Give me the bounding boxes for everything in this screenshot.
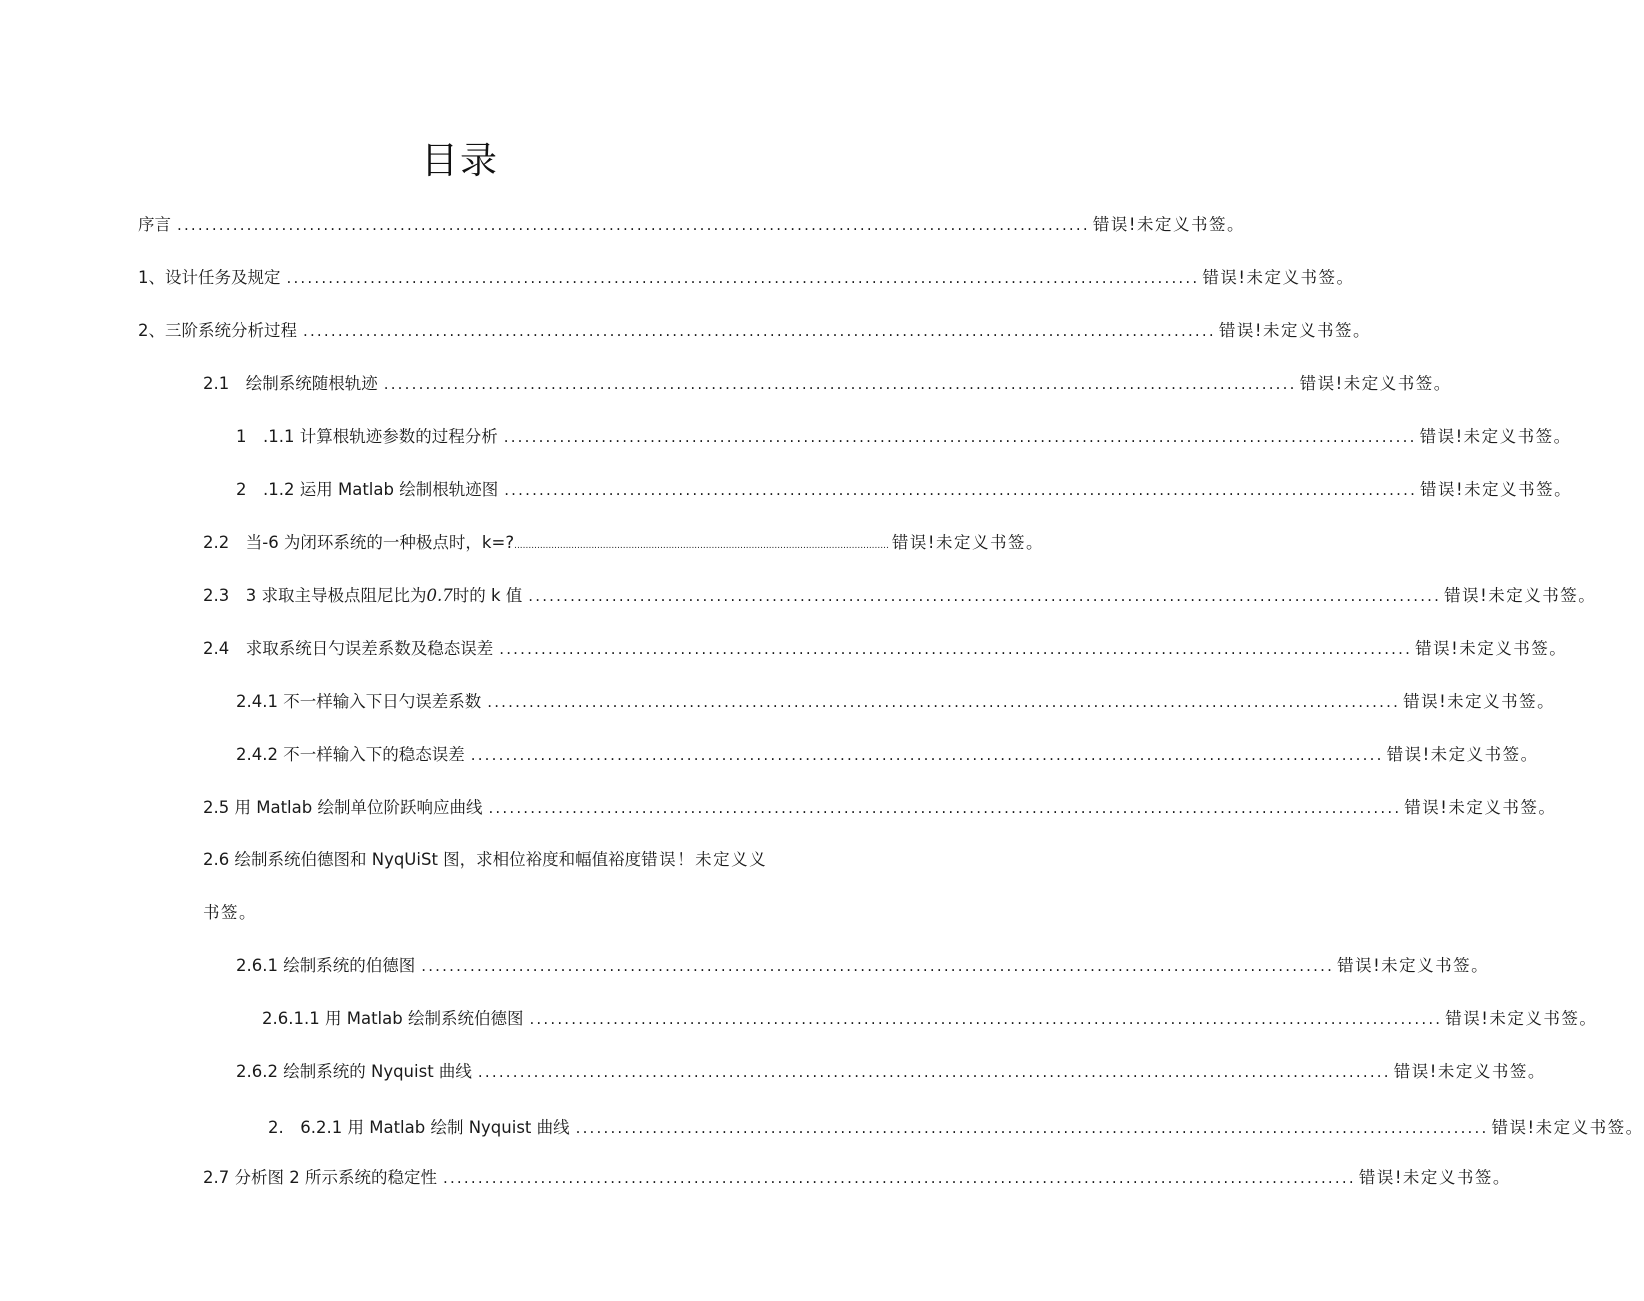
leader-dots: ...................................................................................................................................: [575, 1119, 1489, 1137]
toc-entry-label: 2.2 当-6 为闭环系统的一种极点时，k=?: [203, 533, 515, 552]
toc-entry[interactable]: [138, 210, 1245, 240]
toc-entry[interactable]: [236, 475, 1573, 505]
toc-entry-page-ref: 书签。: [203, 903, 257, 922]
toc-entry-label: 2.6.1 绘制系统的伯德图: [236, 956, 416, 975]
toc-entry[interactable]: [203, 528, 1044, 558]
toc-entry-label: 2.6.2 绘制系统的 Nyquist 曲线: [236, 1062, 472, 1081]
toc-entry-page-ref: 错误!未定义书签。: [1415, 639, 1568, 658]
toc-entry[interactable]: [203, 369, 1452, 399]
toc-entry-page-ref: 错误!未定义书签。: [1092, 215, 1245, 234]
toc-entry-page-ref: 错误!未定义书签。: [1218, 321, 1371, 340]
toc-entry-page-ref: 错误!未定义书签。: [1403, 692, 1556, 711]
toc-entry[interactable]: [138, 263, 1355, 293]
toc-entry-page-ref: 错误!未定义书签。: [1358, 1168, 1511, 1187]
toc-entry-page-ref: 错误!未定义书签。: [1393, 1062, 1546, 1081]
toc-entry-page-ref: 错误!未定义书签。: [1491, 1118, 1644, 1137]
leader-dots: ...................................................................................................................................: [504, 481, 1418, 499]
toc-entry-page-ref: 错误!未定义书签。: [1420, 480, 1573, 499]
toc-entry-label-part: 时的 k 值: [452, 586, 523, 605]
leader-dots: ...................................................................................................................................: [177, 216, 1090, 234]
toc-entry-label: 序言: [138, 215, 171, 234]
leader-dots: ...................................................................................................................................: [470, 746, 1384, 764]
toc-entry-label-part: 2.3 3 求取主导极点阻尼比为: [203, 586, 427, 605]
leader-dots: ...................................................................................................................................: [503, 428, 1417, 446]
toc-entry[interactable]: [236, 1057, 1546, 1087]
toc-entry-continuation: [203, 898, 323, 928]
toc-entry-page-ref: 错误!未定义书签。: [1444, 586, 1597, 605]
toc-entry[interactable]: [236, 740, 1539, 770]
toc-entry[interactable]: [236, 422, 1572, 452]
toc-entry-label: 1、设计任务及规定: [138, 268, 281, 287]
leader-dots: ...................................................................................................................................: [488, 799, 1402, 817]
toc-entry[interactable]: [203, 793, 1557, 823]
leader-dots: ...................................................................................................................................: [487, 693, 1401, 711]
toc-entry-page-ref: 错误!未定义书签。: [891, 533, 1044, 552]
toc-entry[interactable]: [203, 634, 1568, 664]
toc-entry[interactable]: [138, 316, 1371, 346]
leader-dots: ...................................................................................................................................: [529, 1010, 1443, 1028]
toc-entry-label: 2.7 分析图 2 所示系统的稳定性: [203, 1168, 437, 1187]
toc-entry-page-ref: 错误!未定义书签。: [1445, 1009, 1598, 1028]
leader-dots: ...................................................................................................................................: [442, 1169, 1356, 1187]
leader-dots: ...................................................................................................................................: [303, 322, 1216, 340]
toc-entry[interactable]: [262, 1004, 1598, 1034]
toc-entry-label: 2.1 绘制系统随根轨迹: [203, 374, 378, 393]
leader-dots: ...................................................................................................................................: [477, 1063, 1391, 1081]
toc-entry-label: 2.5 用 Matlab 绘制单位阶跃响应曲线: [203, 798, 483, 817]
leader-dots: ...................................................................................................................................: [383, 375, 1297, 393]
toc-entry-label: 2. 6.2.1 用 Matlab 绘制 Nyquist 曲线: [268, 1118, 570, 1137]
toc-entry-page-ref: 错误!未定义书签。: [1404, 798, 1557, 817]
toc-entry-page-ref: 错误！未定义: [641, 850, 750, 869]
toc-entry-page-ref: 义: [749, 850, 768, 869]
toc-entry-label: 2.6 绘制系统伯德图和 NyqUiSt 图，求相位裕度和幅值裕度: [203, 850, 642, 869]
toc-entry-page-ref: 错误!未定义书签。: [1337, 956, 1490, 975]
toc-entry-label: 2.4.1 不一样输入下日勺误差系数: [236, 692, 482, 711]
toc-entry-page-ref: 错误!未定义书签。: [1299, 374, 1452, 393]
toc-title: 目录: [421, 139, 499, 182]
leader-dots: ...................................................................................................................................: [499, 640, 1413, 658]
leader-dots: ...................................................................................................................................: [421, 957, 1335, 975]
toc-entry-label: 2、三阶系统分析过程: [138, 321, 297, 340]
toc-entry-label: 2.6.1.1 用 Matlab 绘制系统伯德图: [262, 1009, 524, 1028]
leader-dots: ...................................................................................................................................: [514, 541, 889, 551]
toc-entry-label: 1 .1.1 计算根轨迹参数的过程分析: [236, 427, 498, 446]
toc-entry[interactable]: [203, 1163, 1511, 1193]
toc-entry-label: 2 .1.2 运用 Matlab 绘制根轨迹图: [236, 480, 499, 499]
leader-dots: ...................................................................................................................................: [528, 587, 1442, 605]
toc-entry[interactable]: [203, 581, 1597, 611]
toc-entry-label: 2.4.2 不一样输入下的稳态误差: [236, 745, 465, 764]
damping-ratio-value: 0.7: [426, 586, 453, 605]
leader-dots: ...................................................................................................................................: [286, 269, 1200, 287]
toc-entry[interactable]: [236, 687, 1556, 717]
toc-entry-label: 2.4 求取系统日勺误差系数及稳态误差: [203, 639, 494, 658]
toc-entry-label: [203, 581, 522, 611]
toc-entry-page-ref: 错误!未定义书签。: [1386, 745, 1539, 764]
toc-entry[interactable]: [203, 845, 783, 875]
toc-entry[interactable]: [236, 951, 1490, 981]
toc-entry[interactable]: [268, 1113, 1644, 1143]
toc-entry-page-ref: 错误!未定义书签。: [1202, 268, 1355, 287]
toc-entry-page-ref: 错误!未定义书签。: [1419, 427, 1572, 446]
